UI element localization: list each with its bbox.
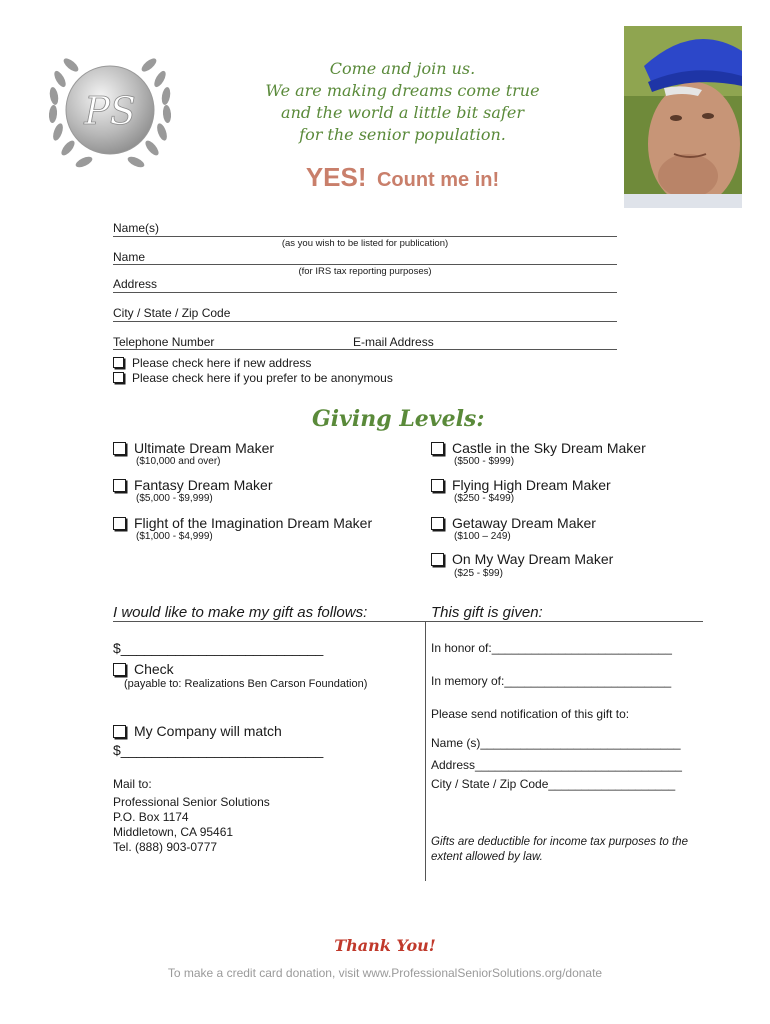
- anonymous-option[interactable]: [113, 371, 393, 385]
- giving-levels-title: Giving Levels:: [312, 406, 485, 432]
- names-hint: (as you wish to be listed for publication): [281, 238, 449, 249]
- org-name: Professional Senior Solutions: [113, 795, 270, 809]
- level-flying-high[interactable]: [431, 477, 611, 493]
- check-label: Check: [134, 661, 174, 677]
- level-on-my-way[interactable]: [431, 551, 613, 567]
- new-address-option[interactable]: [113, 356, 311, 370]
- level-name: Ultimate Dream Maker: [134, 440, 275, 456]
- name-label: Name: [113, 250, 146, 264]
- company-amount-field[interactable]: $__________________________: [113, 742, 324, 758]
- thank-you: Thank You!: [334, 936, 436, 955]
- phone-email-line[interactable]: [113, 349, 617, 350]
- svg-text:PS: PS: [84, 89, 136, 133]
- headline: [230, 162, 575, 193]
- phone-label: Telephone Number: [113, 335, 215, 349]
- name-line[interactable]: [113, 264, 617, 265]
- gift-amount-field[interactable]: $__________________________: [113, 640, 324, 656]
- level-getaway[interactable]: [431, 515, 596, 531]
- org-phone: Tel. (888) 903-0777: [113, 840, 218, 854]
- checkbox-icon[interactable]: [113, 442, 126, 455]
- names-label: Name(s): [113, 221, 160, 235]
- checkbox-icon[interactable]: [431, 517, 444, 530]
- memory-field[interactable]: In memory of:_________________________: [431, 674, 672, 688]
- checkbox-icon[interactable]: [431, 442, 444, 455]
- address-line[interactable]: [113, 292, 617, 293]
- city-label: City / State / Zip Code: [113, 306, 231, 320]
- po-box: P.O. Box 1174: [113, 810, 189, 824]
- level-flight[interactable]: [113, 515, 372, 531]
- checkbox-icon[interactable]: [113, 357, 124, 368]
- mail-to-label: Mail to:: [113, 777, 152, 791]
- level-name: Getaway Dream Maker: [452, 515, 596, 531]
- level-name: Flying High Dream Maker: [452, 477, 611, 493]
- level-amount: ($10,000 and over): [136, 456, 221, 467]
- notify-address-field[interactable]: Address_______________________________: [431, 758, 682, 772]
- notification-label: Please send notification of this gift to:: [431, 707, 630, 721]
- level-amount: ($100 – 249): [454, 531, 511, 542]
- headline-count-me-in: Count me in!: [376, 169, 500, 191]
- credit-card-note: To make a credit card donation, visit www.ProfessionalSeniorSolutions.org/donate: [167, 966, 603, 980]
- checkbox-icon[interactable]: [113, 372, 124, 383]
- address-label: Address: [113, 277, 158, 291]
- gift-column-divider: [425, 621, 426, 881]
- given-heading: This gift is given:: [431, 604, 543, 621]
- notify-names-field[interactable]: Name (s)______________________________: [431, 736, 681, 750]
- city-line[interactable]: [113, 321, 617, 322]
- gift-heading: I would like to make my gift as follows:: [113, 604, 368, 621]
- level-amount: ($5,000 - $9,999): [136, 493, 213, 504]
- level-name: Castle in the Sky Dream Maker: [452, 440, 646, 456]
- checkbox-icon[interactable]: [113, 725, 126, 738]
- tagline: [230, 58, 575, 146]
- deductible-note: Gifts are deductible for income tax purposes to the extent allowed by law.: [431, 836, 688, 863]
- tagline-line: and the world a little bit safer: [281, 103, 524, 122]
- level-amount: ($25 - $99): [454, 568, 503, 579]
- checkbox-icon[interactable]: [113, 663, 126, 676]
- checkbox-icon[interactable]: [113, 517, 126, 530]
- honor-field[interactable]: In honor of:___________________________: [431, 641, 672, 655]
- level-ultimate[interactable]: [113, 440, 274, 456]
- tagline-line: We are making dreams come true: [265, 81, 540, 100]
- senior-photo: [624, 26, 742, 208]
- anonymous-text: Please check here if you prefer to be anonymous: [132, 371, 393, 385]
- level-amount: ($250 - $499): [454, 493, 515, 504]
- level-name: Flight of the Imagination Dream Maker: [134, 515, 373, 531]
- level-name: Fantasy Dream Maker: [134, 477, 273, 493]
- email-label: E-mail Address: [353, 335, 434, 349]
- company-match-option[interactable]: [113, 723, 282, 739]
- level-amount: ($1,000 - $4,999): [136, 531, 213, 542]
- notify-city-field[interactable]: City / State / Zip Code___________________: [431, 777, 676, 791]
- checkbox-icon[interactable]: [431, 553, 444, 566]
- tagline-line: Come and join us.: [329, 59, 476, 78]
- new-address-text: Please check here if new address: [132, 356, 312, 370]
- level-amount: ($500 - $999): [454, 456, 515, 467]
- headline-yes: YES!: [305, 162, 367, 192]
- check-option[interactable]: [113, 661, 174, 677]
- org-city: Middletown, CA 95461: [113, 825, 234, 839]
- names-line[interactable]: [113, 236, 617, 237]
- payable-note: (payable to: Realizations Ben Carson Foundation): [124, 678, 368, 690]
- checkbox-icon[interactable]: [431, 479, 444, 492]
- level-name: On My Way Dream Maker: [452, 551, 614, 567]
- company-match-label: My Company will match: [134, 723, 282, 739]
- gift-divider: [113, 621, 703, 622]
- logo: [40, 38, 180, 178]
- level-fantasy[interactable]: [113, 477, 272, 493]
- checkbox-icon[interactable]: [113, 479, 126, 492]
- tagline-line: for the senior population.: [299, 125, 506, 144]
- level-castle[interactable]: [431, 440, 646, 456]
- name-hint: (for IRS tax reporting purposes): [298, 266, 432, 277]
